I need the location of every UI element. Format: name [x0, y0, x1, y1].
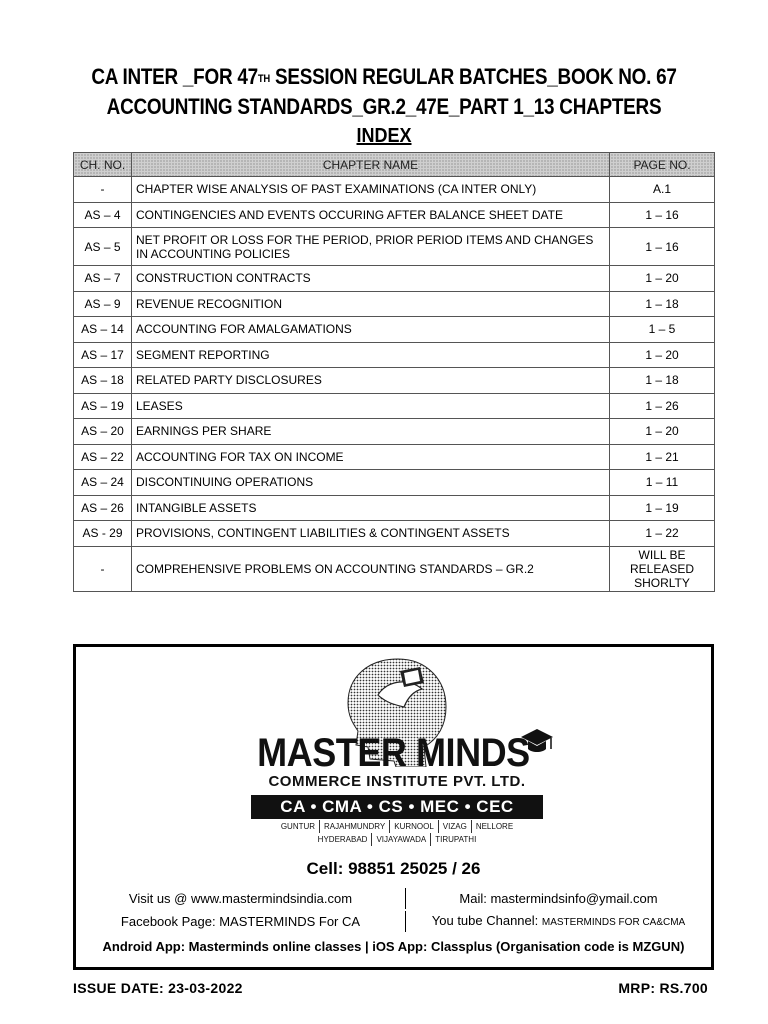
- page-range: 1 – 26: [610, 393, 715, 419]
- youtube-label: You tube Channel:: [431, 913, 542, 928]
- brand-name-block: [76, 733, 711, 773]
- page-range: 1 – 19: [610, 495, 715, 521]
- chapter-no: AS – 22: [74, 444, 132, 470]
- chapter-no: AS – 17: [74, 342, 132, 368]
- title-part-b: SESSION REGULAR BATCHES_BOOK NO. 67: [269, 64, 677, 89]
- table-row: [74, 342, 715, 368]
- contact-row: [76, 910, 711, 933]
- table-row: [74, 495, 715, 521]
- column-header-chapter-no: CH. NO.: [74, 153, 132, 177]
- chapter-no: AS – 7: [74, 266, 132, 292]
- page-range: 1 – 22: [610, 521, 715, 547]
- book-title-line-1: [54, 62, 714, 92]
- issue-date: ISSUE DATE: 23-03-2022: [73, 980, 243, 996]
- chapter-no: AS - 29: [74, 521, 132, 547]
- chapter-no: -: [74, 546, 132, 591]
- table-row: [74, 317, 715, 343]
- chapter-no: AS – 4: [74, 202, 132, 228]
- page-range: WILL BE RELEASED SHORLTY: [610, 546, 715, 591]
- table-row: [74, 266, 715, 292]
- brand-name: MASTER MINDS: [257, 731, 530, 775]
- city: NELLORE: [471, 820, 517, 833]
- table-row: [74, 368, 715, 394]
- chapter-no: AS – 26: [74, 495, 132, 521]
- page-range: 1 – 11: [610, 470, 715, 496]
- page-range: 1 – 20: [610, 266, 715, 292]
- city: TIRUPATHI: [430, 833, 480, 846]
- page-range: 1 – 16: [610, 202, 715, 228]
- chapter-name: CONSTRUCTION CONTRACTS: [132, 266, 610, 292]
- chapter-name: REVENUE RECOGNITION: [132, 291, 610, 317]
- chapter-name: CONTINGENCIES AND EVENTS OCCURING AFTER BALANCE SHEET DATE: [132, 202, 610, 228]
- page-range: 1 – 5: [610, 317, 715, 343]
- chapter-no: AS – 9: [74, 291, 132, 317]
- chapter-name: COMPREHENSIVE PROBLEMS ON ACCOUNTING STANDARDS – GR.2: [132, 546, 610, 591]
- chapter-no: AS – 5: [74, 228, 132, 266]
- page-range: 1 – 20: [610, 419, 715, 445]
- email-link[interactable]: Mail: mastermindsinfo@ymail.com: [459, 891, 658, 906]
- title-part-a: CA INTER _FOR 47: [91, 64, 258, 89]
- page-range: 1 – 18: [610, 291, 715, 317]
- chapter-no: AS – 14: [74, 317, 132, 343]
- youtube-link[interactable]: [406, 910, 711, 933]
- index-header-row: [74, 153, 715, 177]
- table-row: [74, 177, 715, 203]
- table-row: [74, 546, 715, 591]
- page-range: 1 – 16: [610, 228, 715, 266]
- page-range: 1 – 18: [610, 368, 715, 394]
- website-link[interactable]: Visit us @ www.mastermindsindia.com: [76, 888, 406, 909]
- mrp-price: MRP: RS.700: [618, 980, 708, 996]
- city: VIZAG: [438, 820, 471, 833]
- courses-banner: CA • CMA • CS • MEC • CEC: [251, 795, 543, 819]
- chapter-name: DISCONTINUING OPERATIONS: [132, 470, 610, 496]
- chapter-name: SEGMENT REPORTING: [132, 342, 610, 368]
- index-table: [73, 152, 715, 592]
- table-row: [74, 521, 715, 547]
- table-row: [74, 444, 715, 470]
- city: VIJAYAWADA: [371, 833, 430, 846]
- chapter-name: ACCOUNTING FOR AMALGAMATIONS: [132, 317, 610, 343]
- brand-subtitle: COMMERCE INSTITUTE PVT. LTD.: [268, 773, 526, 790]
- chapter-no: AS – 18: [74, 368, 132, 394]
- table-row: [74, 419, 715, 445]
- book-title-line-2: ACCOUNTING STANDARDS_GR.2_47E_PART 1_13 CHAPTERS: [106, 94, 662, 119]
- page-range: A.1: [610, 177, 715, 203]
- city: HYDERABAD: [317, 835, 368, 844]
- table-row: [74, 393, 715, 419]
- city: RAJAHMUNDRY: [319, 820, 389, 833]
- chapter-name: PROVISIONS, CONTINGENT LIABILITIES & CONTINGENT ASSETS: [132, 521, 610, 547]
- table-row: [74, 291, 715, 317]
- youtube-channel-name: MASTERMINDS FOR CA&CMA: [541, 917, 686, 928]
- document-header: [0, 62, 768, 148]
- chapter-no: AS – 19: [74, 393, 132, 419]
- page-range: 1 – 21: [610, 444, 715, 470]
- chapter-name: RELATED PARTY DISCLOSURES: [132, 368, 610, 394]
- chapter-name: ACCOUNTING FOR TAX ON INCOME: [132, 444, 610, 470]
- city: GUNTUR: [280, 822, 316, 831]
- cell-number: Cell: 98851 25025 / 26: [306, 859, 481, 878]
- chapter-name: CHAPTER WISE ANALYSIS OF PAST EXAMINATIONS (CA INTER ONLY): [132, 177, 610, 203]
- city: KURNOOL: [389, 820, 438, 833]
- chapter-name: EARNINGS PER SHARE: [132, 419, 610, 445]
- table-row: [74, 228, 715, 266]
- chapter-no: AS – 24: [74, 470, 132, 496]
- branch-cities: [251, 820, 543, 846]
- institute-advertisement: [73, 644, 714, 970]
- column-header-chapter-name: CHAPTER NAME: [132, 153, 610, 177]
- cities-row-2: [251, 833, 543, 846]
- cities-row-1: [251, 820, 543, 833]
- app-info: Android App: Masterminds online classes | iOS App: Classplus (Organisation code is MZGUN): [102, 939, 685, 954]
- chapter-name: NET PROFIT OR LOSS FOR THE PERIOD, PRIOR PERIOD ITEMS AND CHANGES IN ACCOUNTING POLICIES: [132, 228, 610, 266]
- chapter-no: -: [74, 177, 132, 203]
- contact-row: [76, 887, 711, 910]
- contact-grid: [76, 887, 711, 933]
- table-row: [74, 202, 715, 228]
- facebook-link[interactable]: Facebook Page: MASTERMINDS For CA: [76, 911, 406, 932]
- page-range: 1 – 20: [610, 342, 715, 368]
- chapter-no: AS – 20: [74, 419, 132, 445]
- chapter-name: INTANGIBLE ASSETS: [132, 495, 610, 521]
- table-row: [74, 470, 715, 496]
- index-heading: INDEX: [356, 125, 412, 147]
- chapter-name: LEASES: [132, 393, 610, 419]
- title-superscript: TH: [257, 73, 270, 85]
- column-header-page-no: PAGE NO.: [610, 153, 715, 177]
